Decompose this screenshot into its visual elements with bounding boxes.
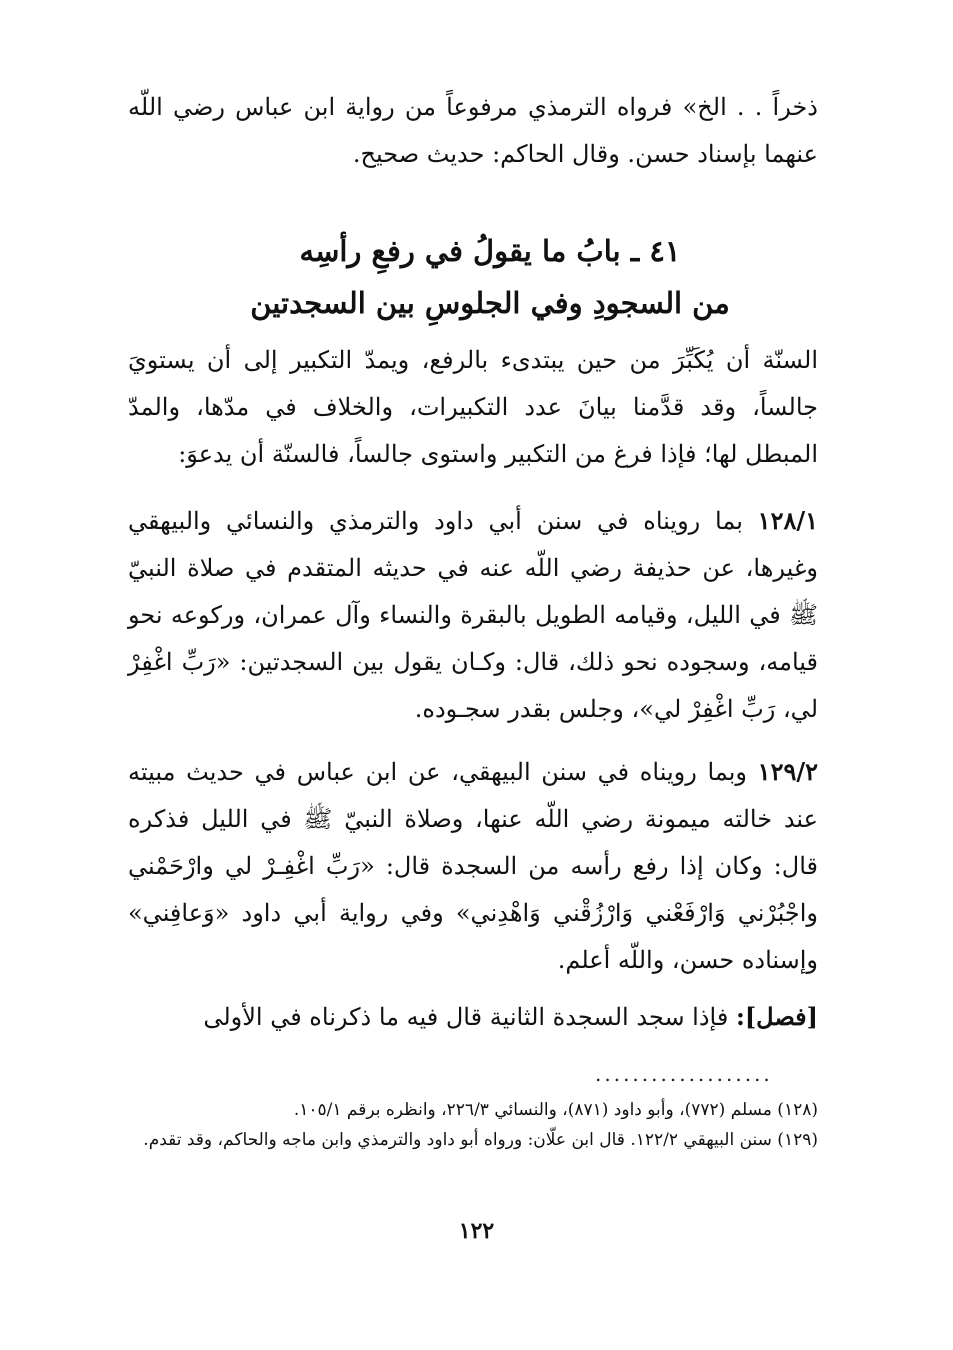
intro-text: ذخراً . . الخ» فرواه الترمذي مرفوعاً من رواية ابن عباس رضي اللّه عنهما بإسناد حسن. وقال الحاكم: حديث صحيح. bbox=[128, 93, 818, 168]
hadith-128-paragraph bbox=[128, 497, 818, 733]
fasl-body bbox=[128, 993, 818, 1041]
footnote-separator: ................... bbox=[595, 1062, 773, 1086]
page-number: ١٢٢ bbox=[458, 1218, 495, 1244]
hadith-129-body bbox=[128, 748, 818, 984]
chapter-title-line-2: من السجودِ وفي الجلوسِ بين السجدتين bbox=[250, 286, 730, 320]
fasl-paragraph bbox=[128, 993, 818, 1041]
hadith-129-paragraph bbox=[128, 748, 818, 984]
hadith-128-text: بما رويناه في سنن أبي داود والترمذي والنسائي والبيهقي وغيرها، عن حذيفة رضي اللّه عنه في حديثه المتقدم في صلاة النبيّ ﷺ في الليل، وقيامه الطويل بالبقرة والنساء وآل عمران، وركوعه نحو قيامه، وسجوده نحو ذلك، قال: وكـان يقول بين السجدتين: «رَبِّ اغْفِرْ لي، رَبِّ اغْفِرْ لي»، وجلس بقدر سجـوده. bbox=[128, 507, 818, 723]
hadith-129-number: ١٢٩/٢ bbox=[757, 757, 818, 786]
hadith-129-text: وبما رويناه في سنن البيهقي، عن ابن عباس في حديث مبيته عند خالته ميمونة رضي اللّه عنها، وصلاة النبيّ ﷺ في الليل فذكره قال: وكان إذا رفع رأسه من السجدة قال: «رَبِّ اغْفِـرْ لي وارْحَمْني واجْبُرْني وَارْفَعْني وَارْزُقْني وَاهْدِني» وفي رواية أبي داود «وَعافِني» وإسناده حسن، واللّه أعلم. bbox=[128, 758, 818, 974]
fasl-text: فإذا سجد السجدة الثانية قال فيه ما ذكرناه في الأولى bbox=[203, 1003, 729, 1031]
hadith-128-number: ١٢٨/١ bbox=[757, 506, 818, 535]
chapter-title-line-1: ٤١ ـ بابُ ما يقولُ في رفعِ رأسِه bbox=[299, 234, 681, 268]
footnotes bbox=[128, 1095, 818, 1155]
sunna-text: السنّة أن يُكَبِّرَ من حين يبتدىء بالرفع، ويمدّ التكبير إلى أن يستويَ جالساً، وقد قدَّمنا بيانَ عدد التكبيرات، والخلاف في مدّها، والمدّ المبطل لها؛ فإذا فرغ من التكبير واستوى جالساً، فالسنّة أن يدعوَ: bbox=[128, 346, 818, 468]
fasl-label: [فصل]: bbox=[735, 1002, 818, 1031]
hadith-128-body bbox=[128, 497, 818, 733]
footnote-128: (١٢٨) مسلم (٧٧٢)، وأبو داود (٨٧١)، والنسائي ٢٢٦/٣، وانظره برقم ١٠٥/١. bbox=[293, 1100, 818, 1120]
intro-paragraph bbox=[128, 84, 818, 178]
sunna-paragraph bbox=[128, 337, 818, 478]
chapter-heading bbox=[150, 225, 830, 329]
footnote-129: (١٢٩) سنن البيهقي ١٢٢/٢. قال ابن علّان: ورواه أبو داود والترمذي وابن ماجه والحاكم، وقد تقدم. bbox=[143, 1130, 818, 1150]
